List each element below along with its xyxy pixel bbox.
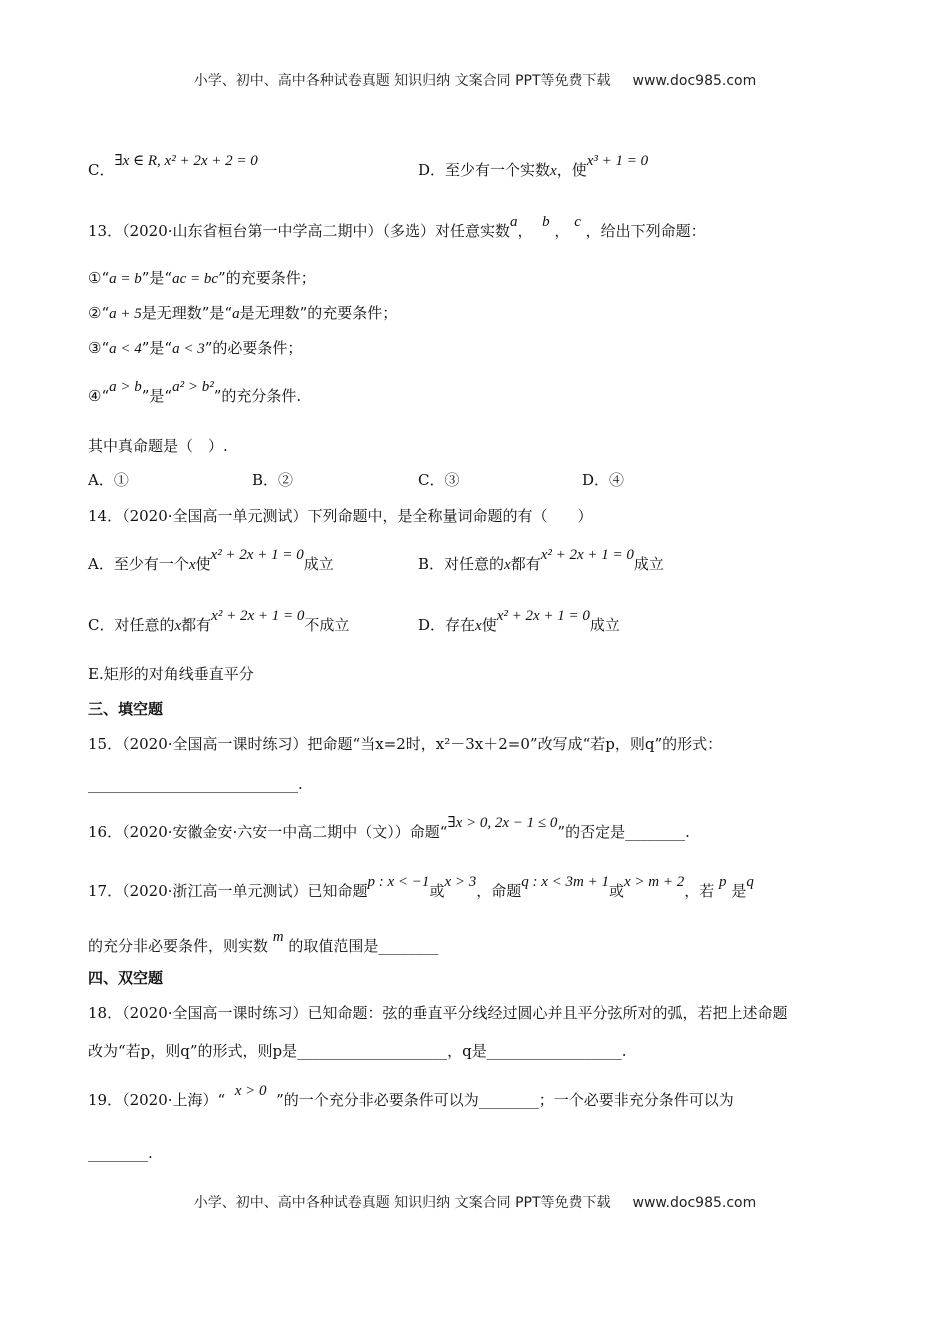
q18-line1: 18．（2020·全国高一课时练习）已知命题：弦的垂直平分线经过圆心并且平分弦所对的弧，若把上述命题 <box>88 1004 788 1022</box>
page-header <box>0 70 950 90</box>
q13-ask: 其中真命题是（ ）. <box>88 437 228 455</box>
page-footer <box>0 1192 950 1212</box>
q13-option-a: A．① <box>88 471 129 489</box>
q12-c-math: ∃x ∈ R, x² + 2x + 2 = 0 <box>114 153 258 169</box>
q14-option-a: A．至少有一个x使x² + 2x + 1 = 0成立 <box>88 547 334 573</box>
q13-item-2: ②“a + 5是无理数”是“a是无理数”的充要条件； <box>88 304 398 322</box>
q13-option-d: D．④ <box>582 471 625 489</box>
q14-stem: 14．（2020·全国高一单元测试）下列命题中，是全称量词命题的有（ ） <box>88 507 593 525</box>
q15-stem: 15．（2020·全国高一课时练习）把命题“当x=2时，x²－3x＋2=0”改写成“若p，则q”的形式： <box>88 735 723 753</box>
q13-item-4: ④“a > b”是“a² > b²”的充分条件. <box>88 379 302 405</box>
q15-blank: ____________________________. <box>88 775 303 793</box>
q19-math: x > 0 <box>234 1083 267 1099</box>
header-text: 小学、初中、高中各种试卷真题 知识归纳 文案合同 PPT等免费下载 <box>193 73 611 89</box>
q16-math: ∃x > 0, 2x − 1 ≤ 0 <box>447 815 558 831</box>
q17-stem-line1: 17．（2020·浙江高一单元测试）已知命题p : x < −1或x > 3，命题q : x < 3m + 1或x > m + 2，若 p 是q <box>88 874 754 900</box>
q14-option-b: B．对任意的x都有x² + 2x + 1 = 0成立 <box>418 547 664 573</box>
section-double-blank: 四、双空题 <box>88 969 164 987</box>
q12-d-math: x³ + 1 = 0 <box>586 153 649 169</box>
q14-option-d: D．存在x使x² + 2x + 1 = 0成立 <box>418 608 620 634</box>
header-url[interactable]: www.doc985.com <box>632 73 757 89</box>
q13-option-b: B．② <box>252 471 294 489</box>
q16-stem: 16．（2020·安徽金安·六安一中高二期中（文））命题“∃x > 0, 2x − 1 ≤ 0”的否定是________. <box>88 815 690 841</box>
q13-option-c: C．③ <box>418 471 460 489</box>
footer-url[interactable]: www.doc985.com <box>632 1195 757 1211</box>
q13-stem: 13．（2020·山东省桓台第一中学高二期中）（多选）对任意实数a， b ， c ，给出下列命题： <box>88 214 706 240</box>
q18-line2: 改为“若p，则q”的形式，则p是____________________，q是__________________. <box>88 1042 627 1060</box>
footer-text: 小学、初中、高中各种试卷真题 知识归纳 文案合同 PPT等免费下载 <box>193 1195 611 1211</box>
q19-line1: 19．（2020·上海）“ x > 0 ”的一个充分非必要条件可以为________；一个必要非充分条件可以为 <box>88 1083 734 1109</box>
q17-stem-line2: 的充分非必要条件，则实数 m 的取值范围是________ <box>88 929 439 955</box>
q13-item-1: ①“a = b”是“ac = bc”的充要条件； <box>88 269 316 287</box>
q14-option-e: E.矩形的对角线垂直平分 <box>88 665 254 683</box>
q12-option-c: C．∃x ∈ R, x² + 2x + 2 = 0 <box>88 153 258 179</box>
section-fill-in: 三、填空题 <box>88 700 164 718</box>
q14-option-c: C．对任意的x都有x² + 2x + 1 = 0不成立 <box>88 608 350 634</box>
q19-line2: ________. <box>88 1144 153 1162</box>
q13-item-3: ③“a < 4”是“a < 3”的必要条件； <box>88 339 303 357</box>
q12-option-d: D．至少有一个实数x，使x³ + 1 = 0 <box>418 153 649 179</box>
